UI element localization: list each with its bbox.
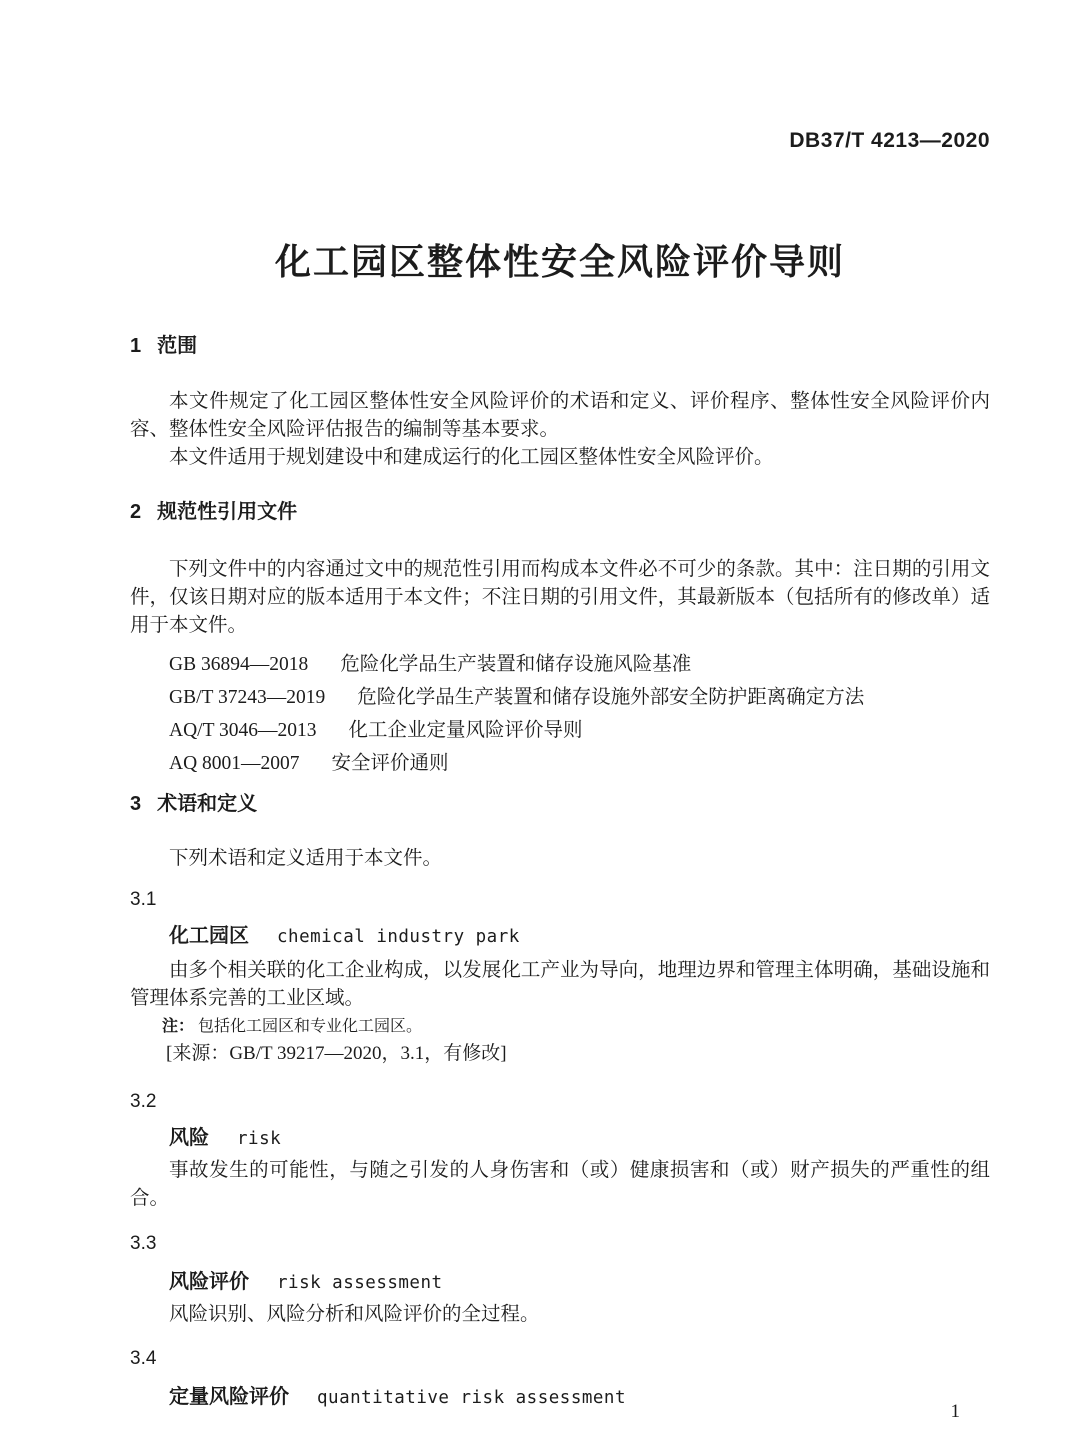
section-3-heading [130, 790, 990, 818]
term-zh: 定量风险评价 [169, 1386, 289, 1408]
term-en: risk assessment [277, 1273, 443, 1293]
reference-item [130, 714, 990, 747]
term-block-3-1 [130, 888, 990, 1067]
section-3-intro: 下列术语和定义适用于本文件。 [169, 848, 443, 869]
reference-title: 安全评价通则 [331, 753, 449, 774]
term-block-3-2 [130, 1090, 990, 1213]
reference-code: GB 36894—2018 [169, 654, 309, 675]
normative-references-list [130, 648, 990, 780]
term-line [130, 1268, 990, 1298]
section-1-heading [130, 332, 990, 360]
term-definition: 风险识别、风险分析和风险评价的全过程。 [169, 1304, 540, 1325]
section-3-label: 术语和定义 [157, 793, 258, 815]
term-line [130, 922, 990, 952]
reference-code: AQ 8001—2007 [169, 753, 300, 774]
term-zh: 风险评价 [169, 1271, 249, 1293]
term-note [130, 1015, 990, 1039]
term-line [130, 1383, 990, 1413]
section-1-paragraph-1: 本文件规定了化工园区整体性安全风险评价的术语和定义、评价程序、整体性安全风险评价内容、整体性安全风险评估报告的编制等基本要求。 [130, 391, 990, 440]
term-line [130, 1124, 990, 1154]
term-en: risk [237, 1129, 282, 1149]
reference-code: GB/T 37243—2019 [169, 687, 326, 708]
section-2-label: 规范性引用文件 [157, 501, 298, 523]
reference-item [130, 681, 990, 714]
term-source: [来源：GB/T 39217—2020，3.1，有修改] [166, 1043, 507, 1064]
term-number: 3.3 [130, 1233, 157, 1254]
term-definition: 由多个相关联的化工企业构成，以发展化工产业为导向，地理边界和管理主体明确，基础设施和管理体系完善的工业区域。 [130, 960, 990, 1009]
section-1-label: 范围 [157, 335, 198, 357]
term-number: 3.2 [130, 1091, 157, 1112]
term-number: 3.4 [130, 1348, 157, 1369]
term-zh: 化工园区 [169, 925, 249, 947]
term-number: 3.1 [130, 889, 157, 910]
section-1-paragraph-2: 本文件适用于规划建设中和建成运行的化工园区整体性安全风险评价。 [169, 447, 774, 468]
reference-title: 危险化学品生产装置和储存设施外部安全防护距离确定方法 [357, 687, 865, 708]
reference-title: 危险化学品生产装置和储存设施风险基准 [340, 654, 692, 675]
term-block-3-4 [130, 1347, 990, 1413]
section-1-number: 1 [130, 335, 142, 357]
reference-item [130, 747, 990, 780]
page-number: 1 [950, 1401, 960, 1422]
reference-title: 化工企业定量风险评价导则 [348, 720, 583, 741]
section-2-heading [130, 498, 990, 526]
term-block-3-3 [130, 1232, 990, 1329]
section-2-paragraph-1: 下列文件中的内容通过文中的规范性引用而构成本文件必不可少的条款。其中：注日期的引用文件，仅该日期对应的版本适用于本文件；不注日期的引用文件，其最新版本（包括所有的修改单）适用于本文件。 [130, 559, 990, 636]
note-text: 包括化工园区和专业化工园区。 [198, 1018, 423, 1035]
note-label: 注： [162, 1018, 195, 1035]
term-en: quantitative risk assessment [317, 1388, 627, 1408]
term-en: chemical industry park [277, 927, 520, 947]
reference-item [130, 648, 990, 681]
term-zh: 风险 [169, 1127, 209, 1149]
term-definition: 事故发生的可能性，与随之引发的人身伤害和（或）健康损害和（或）财产损失的严重性的组合。 [130, 1160, 990, 1209]
section-2-number: 2 [130, 501, 142, 523]
page-title: 化工园区整体性安全风险评价导则 [274, 241, 845, 282]
doc-code: DB37/T 4213—2020 [789, 129, 990, 152]
section-3-number: 3 [130, 793, 142, 815]
reference-code: AQ/T 3046—2013 [169, 720, 317, 741]
